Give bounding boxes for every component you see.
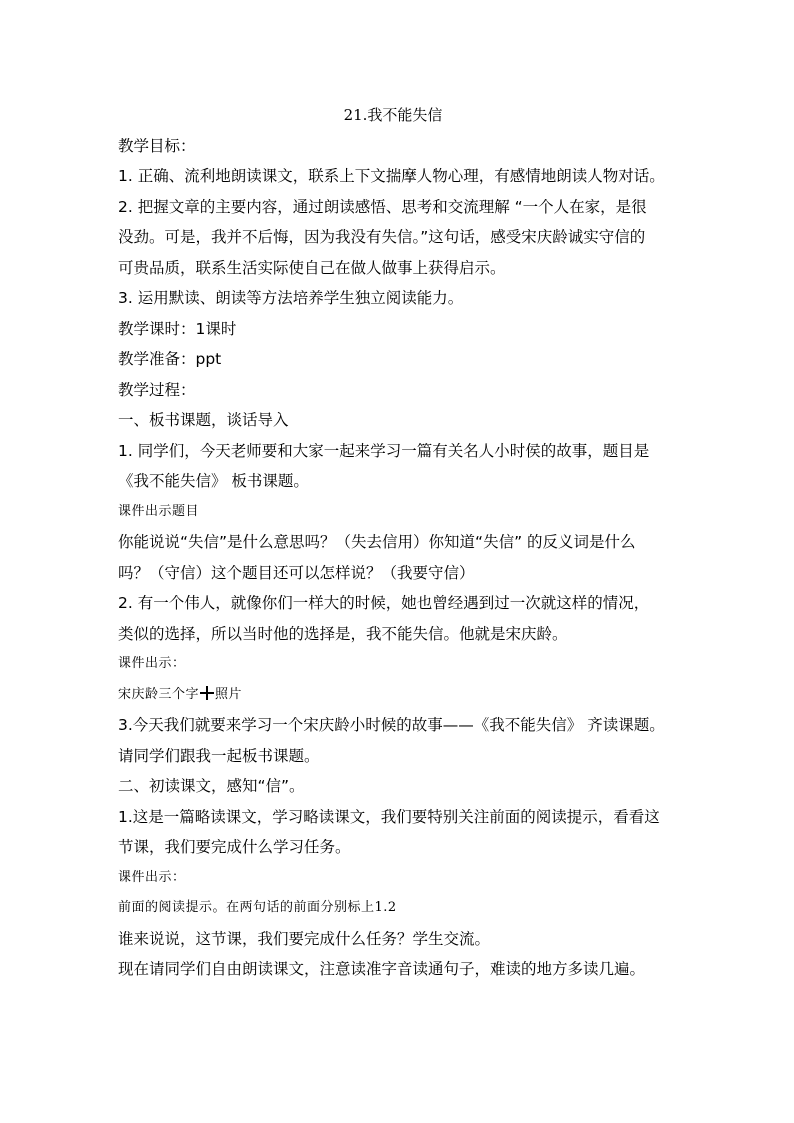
- heading-part-2: 二、初读课文，感知“信”。: [118, 777, 305, 795]
- courseware-note-label-2: 课件出示：: [118, 869, 186, 885]
- paragraph-4-line-2: 节课，我们要完成什么学习任务。: [118, 838, 351, 856]
- paragraph-2-line-2: 类似的选择，所以当时他的选择是，我不能失信。他就是宋庆龄。: [118, 624, 568, 643]
- objective-2-line-3: 可贵品质，联系生活实际使自己在做人做事上获得启示。: [118, 258, 506, 277]
- paragraph-4-line-1: 1.这是一篇略读课文，学习略读课文，我们要特别关注前面的阅读提示，看看这: [118, 807, 660, 826]
- section-label-process: 教学过程：: [118, 380, 196, 399]
- paragraph-2-line-1: 2. 有一个伟人，就像你们一样大的时候，她也曾经遇到过一次就这样的情况，: [118, 594, 650, 612]
- photo-note-suffix: 照片: [215, 686, 243, 702]
- courseware-note-title: 课件出示题目: [118, 503, 200, 519]
- objective-1: 1. 正确、流利地朗读课文，联系上下文揣摩人物心理，有感情地朗读人物对话。: [118, 167, 665, 185]
- paragraph-5: 谁来说说，这节课，我们要完成什么任务？学生交流。: [118, 929, 491, 948]
- courseware-note-reading-tip: 前面的阅读提示。在两句话的前面分别标上1.2: [118, 900, 397, 915]
- objective-2-line-1: 2. 把握文章的主要内容，通过朗读感悟、思考和交流理解 “一个人在家，是很: [118, 197, 647, 216]
- paragraph-question-line-2: 吗？（守信）这个题目还可以怎样说？（我要守信）: [118, 563, 475, 582]
- courseware-note-label-1: 课件出示：: [118, 656, 186, 671]
- section-label-objectives: 教学目标：: [118, 136, 196, 155]
- paragraph-6: 现在请同学们自由朗读课文，注意读准字音读通句子，难读的地方多读几遍。: [118, 960, 646, 978]
- document-body: [118, 100, 698, 985]
- courseware-note-photo: [118, 680, 698, 711]
- lesson-hours: 教学课时：1课时: [118, 319, 237, 338]
- document-title: 21.我不能失信: [343, 106, 443, 124]
- photo-note-text: 宋庆龄三个字: [118, 686, 200, 702]
- heading-part-1: 一、板书课题，谈话导入: [118, 411, 289, 429]
- paragraph-1-line-1: 1. 同学们，今天老师要和大家一起来学习一篇有关名人小时侯的故事，题目是: [118, 441, 650, 460]
- paragraph-1-line-2: 《我不能失信》 板书课题。: [118, 472, 309, 490]
- objective-2-line-2: 没劲。可是，我并不后悔，因为我没有失信。”这句话，感受宋庆龄诚实守信的: [118, 228, 646, 246]
- paragraph-3-line-2: 请同学们跟我一起板书课题。: [118, 746, 320, 765]
- paragraph-3-line-1: 3.今天我们就要来学习一个宋庆龄小时候的故事——《我不能失信》 齐读课题。: [118, 716, 665, 734]
- objective-3: 3. 运用默读、朗读等方法培养学生独立阅读能力。: [118, 289, 464, 307]
- lesson-preparation: 教学准备：ppt: [118, 350, 222, 368]
- plus-icon: [200, 686, 214, 700]
- paragraph-question-line-1: 你能说说“失信”是什么意思吗？（失去信用）你知道“失信” 的反义词是什么: [118, 533, 636, 551]
